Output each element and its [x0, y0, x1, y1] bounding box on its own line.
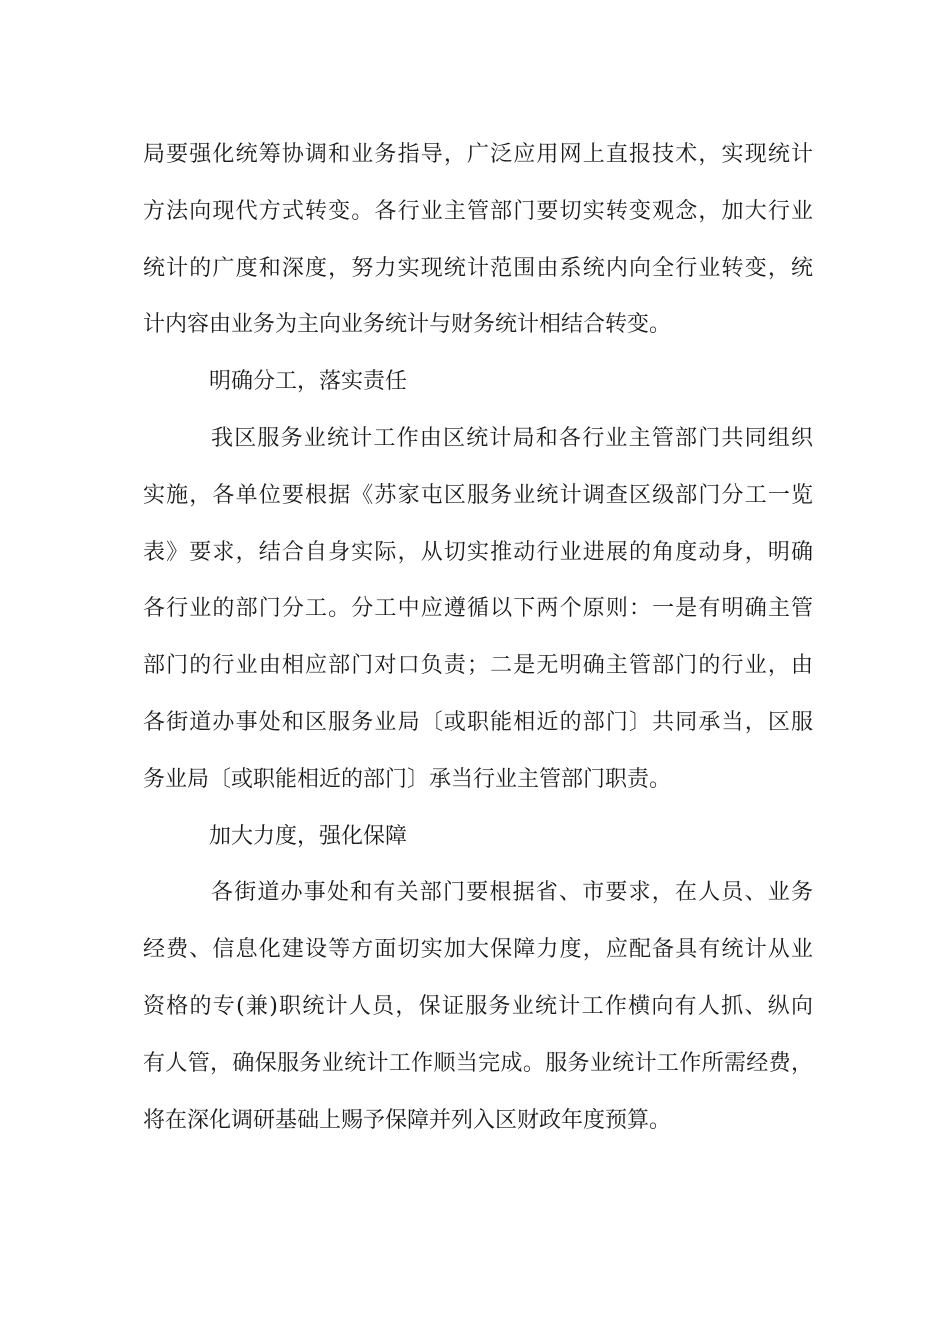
paragraph-line: 各行业的部门分工。分工中应遵循以下两个原则：一是有明确主管 [143, 596, 813, 622]
paragraph-line: 我区服务业统计工作由区统计局和各行业主管部门共同组织 [211, 425, 813, 451]
paragraph-line: 资格的专(兼)职统计人员，保证服务业统计工作横向有人抓、纵向 [143, 993, 813, 1019]
paragraph-line: 各街道办事处和区服务业局〔或职能相近的部门〕共同承当，区服 [143, 709, 813, 735]
document-body [143, 127, 813, 1149]
paragraph-line: 实施，各单位要根据《苏家屯区服务业统计调查区级部门分工一览 [143, 482, 813, 508]
section-heading-guarantee: 加大力度，强化保障 [209, 823, 408, 849]
paragraph-division-of-labor [143, 411, 813, 809]
paragraph-line: 计内容由业务为主向业务统计与财务统计相结合转变。 [143, 312, 672, 338]
paragraph-line: 各街道办事处和有关部门要根据省、市要求，在人员、业务 [211, 880, 813, 906]
section-heading-division-of-labor: 明确分工，落实责任 [209, 369, 408, 395]
paragraph-line: 表》要求，结合自身实际，从切实推动行业进展的角度动身，明确 [143, 539, 813, 565]
paragraph-line: 经费、信息化建设等方面切实加大保障力度，应配备具有统计从业 [143, 937, 813, 963]
paragraph-line: 将在深化调研基础上赐予保障并列入区财政年度预算。 [143, 1107, 672, 1133]
paragraph-line: 局要强化统筹协调和业务指导，广泛应用网上直报技术，实现统计 [143, 142, 813, 167]
paragraph-line: 有人管，确保服务业统计工作顺当完成。服务业统计工作所需经费， [143, 1050, 813, 1076]
paragraph-guarantee [143, 865, 813, 1149]
paragraph-coordination [143, 127, 813, 354]
paragraph-line: 部门的行业由相应部门对口负责；二是无明确主管部门的行业，由 [143, 653, 813, 679]
paragraph-line: 统计的广度和深度，努力实现统计范围由系统内向全行业转变，统 [143, 255, 813, 281]
paragraph-line: 方法向现代方式转变。各行业主管部门要切实转变观念，加大行业 [143, 198, 813, 224]
paragraph-line: 务业局〔或职能相近的部门〕承当行业主管部门职责。 [143, 766, 672, 792]
